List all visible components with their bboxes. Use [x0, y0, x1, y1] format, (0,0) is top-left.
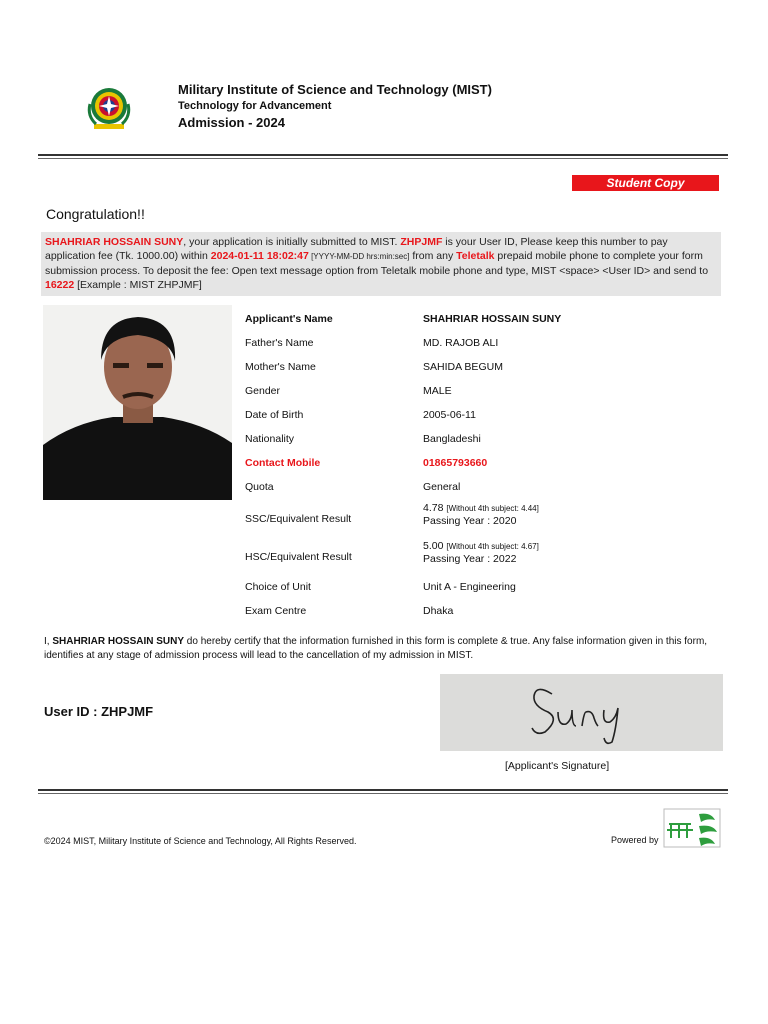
mother-name-value: SAHIDA BEGUM	[423, 361, 503, 373]
father-name-value: MD. RAJOB ALI	[423, 337, 499, 349]
notice-date-format: [YYYY-MM-DD hrs:min:sec]	[308, 252, 410, 261]
dob-label: Date of Birth	[245, 409, 304, 421]
detail-row	[245, 600, 725, 624]
notice-text-3: from any	[409, 250, 457, 262]
notice-deadline: 2024-01-11 18:02:47	[210, 250, 309, 262]
notice-text-4: prepaid mobile phone to complete your form submission process. To deposit the fee: Open text message option from Teletalk mobile phone and type, MIST <space> <User ID> and send to	[45, 250, 709, 277]
user-id-line: User ID : ZHPJMF	[44, 704, 154, 719]
cert-text: do hereby certify that the information furnished in this form is complete & true. Any false information given in this form, identifies at any stage of admission process will lead to the cancellation of my admission in MIST.	[44, 636, 708, 661]
teletalk-logo-icon	[663, 808, 721, 848]
institute-name: Military Institute of Science and Technology (MIST)	[178, 82, 492, 97]
institute-tagline: Technology for Advancement	[178, 100, 332, 112]
exam-centre-value: Dhaka	[423, 605, 454, 617]
payment-notice	[41, 232, 721, 296]
applicant-portrait-icon	[43, 305, 232, 500]
hsc-label: HSC/Equivalent Result	[245, 551, 352, 563]
gender-label: Gender	[245, 385, 281, 397]
dob-value: 2005-06-11	[423, 409, 476, 421]
powered-by-text: Powered by	[611, 835, 659, 845]
father-name-label: Father's Name	[245, 337, 314, 349]
detail-row	[245, 308, 725, 332]
hsc-passing-year: Passing Year : 2022	[423, 553, 517, 565]
quota-label: Quota	[245, 481, 274, 493]
detail-row	[245, 356, 725, 380]
notice-short-code: 16222	[45, 279, 75, 291]
gender-value: MALE	[423, 385, 452, 397]
copyright-text: ©2024 MIST, Military Institute of Science and Technology, All Rights Reserved.	[44, 836, 357, 846]
exam-centre-label: Exam Centre	[245, 605, 307, 617]
cert-prefix: I,	[44, 636, 53, 647]
applicant-name-value: SHAHRIAR HOSSAIN SUNY	[423, 313, 562, 325]
admission-year: Admission - 2024	[178, 115, 285, 130]
detail-row	[245, 500, 725, 538]
applicant-photo	[43, 305, 232, 500]
mother-name-label: Mother's Name	[245, 361, 316, 373]
congratulation-heading: Congratulation!!	[46, 206, 145, 222]
ssc-gpa-note: [Without 4th subject: 4.44]	[446, 504, 539, 513]
detail-row	[245, 332, 725, 356]
mist-logo-icon	[84, 82, 134, 132]
hsc-value	[423, 540, 539, 565]
hsc-gpa-note: [Without 4th subject: 4.67]	[446, 542, 539, 551]
ssc-value	[423, 502, 539, 527]
unit-choice-value: Unit A - Engineering	[423, 581, 516, 593]
nationality-value: Bangladeshi	[423, 433, 481, 445]
detail-row	[245, 538, 725, 576]
hsc-gpa: 5.00	[423, 540, 444, 552]
notice-applicant-name: SHAHRIAR HOSSAIN SUNY	[45, 236, 184, 248]
student-copy-badge: Student Copy	[572, 175, 719, 191]
detail-row	[245, 476, 725, 500]
certification-statement	[44, 635, 726, 663]
cert-applicant-name: SHAHRIAR HOSSAIN SUNY	[52, 636, 185, 647]
notice-text-1: , your application is initially submitted to MIST.	[183, 236, 401, 248]
nationality-label: Nationality	[245, 433, 295, 445]
contact-mobile-label: Contact Mobile	[245, 457, 321, 469]
notice-user-id: ZHPJMF	[400, 236, 443, 248]
detail-row	[245, 404, 725, 428]
handwritten-signature-icon	[440, 674, 723, 751]
detail-row	[245, 380, 725, 404]
detail-row	[245, 452, 725, 476]
signature-caption: [Applicant's Signature]	[505, 760, 610, 772]
document-header	[0, 0, 768, 150]
detail-row	[245, 428, 725, 452]
quota-value: General	[423, 481, 461, 493]
footer-divider	[38, 789, 728, 794]
unit-choice-label: Choice of Unit	[245, 581, 311, 593]
notice-text-5: [Example : MIST ZHPJMF]	[74, 279, 202, 291]
ssc-passing-year: Passing Year : 2020	[423, 515, 517, 527]
detail-row	[245, 576, 725, 600]
applicant-name-label: Applicant's Name	[245, 313, 333, 325]
applicant-details	[245, 308, 725, 624]
contact-mobile-value: 01865793660	[423, 457, 488, 469]
ssc-gpa: 4.78	[423, 502, 444, 514]
header-divider	[38, 154, 728, 159]
notice-text-2: is your User ID, Please keep this number to pay application fee (Tk. 1000.00) within	[45, 236, 668, 262]
signature-image	[440, 674, 723, 751]
notice-operator: Teletalk	[456, 250, 495, 262]
ssc-label: SSC/Equivalent Result	[245, 513, 352, 525]
